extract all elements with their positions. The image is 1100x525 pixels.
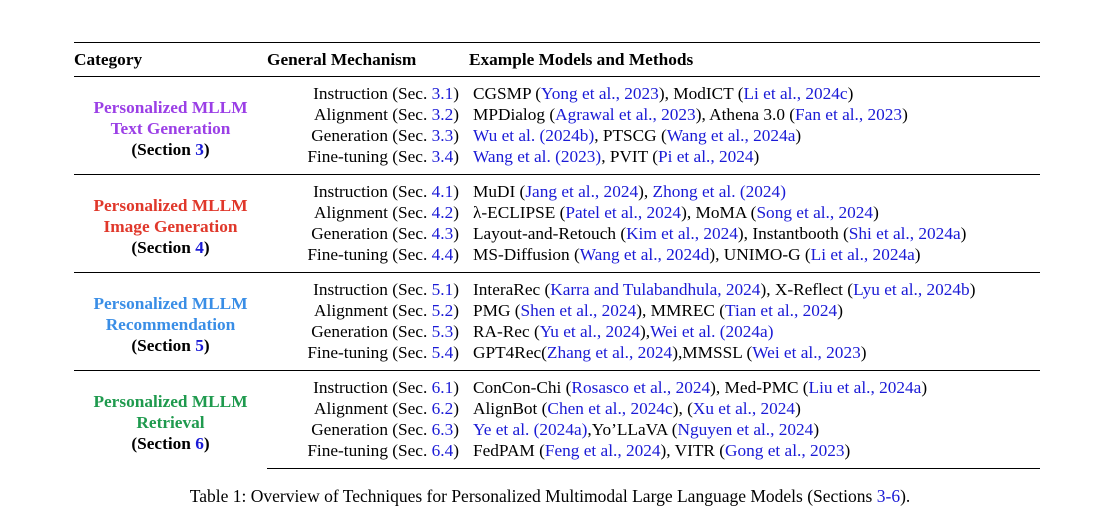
category-subtitle: Recommendation (105, 315, 236, 334)
caption-end: ). (900, 486, 911, 506)
citation-link[interactable]: Ye et al. (2024a) (473, 420, 588, 439)
mechanism-close: ) (453, 126, 459, 145)
subsection-link[interactable]: 3.2 (431, 105, 454, 124)
mechanism-cell (267, 419, 469, 440)
section-prefix: (Section (131, 238, 196, 257)
citation-link[interactable]: Karra and Tulabandhula, 2024 (550, 280, 761, 299)
subsection-link[interactable]: 5.1 (431, 280, 454, 299)
model-text: MuDI ( (473, 182, 526, 201)
category-title: Personalized MLLM (93, 196, 248, 215)
section-link[interactable]: 5 (195, 336, 204, 355)
model-text: ), Med-PMC ( (710, 378, 809, 397)
model-text: ), MMREC ( (636, 301, 726, 320)
citation-link[interactable]: Yong et al., 2023 (541, 84, 659, 103)
section-suffix: ) (203, 336, 210, 355)
citation-link[interactable]: Wu et al. (2024b) (473, 126, 595, 145)
subsection-link[interactable]: 3.3 (431, 126, 454, 145)
model-text: ) (837, 301, 843, 320)
category-section (74, 433, 267, 454)
mechanism-cell (267, 104, 469, 125)
table-row (74, 77, 1040, 105)
model-text: ), MoMA ( (681, 203, 757, 222)
category-cell (74, 77, 267, 175)
citation-link[interactable]: Wang et al. (2023) (473, 147, 602, 166)
mechanism-close: ) (453, 399, 459, 418)
model-text: AlignBot ( (473, 399, 548, 418)
citation-link[interactable]: Li et al., 2024c (743, 84, 848, 103)
mechanism-close: ) (453, 105, 459, 124)
subsection-link[interactable]: 6.1 (431, 378, 454, 397)
examples-cell (469, 398, 1040, 419)
mechanism-cell (267, 175, 469, 203)
subsection-link[interactable]: 5.3 (431, 322, 454, 341)
model-text: ) (873, 203, 879, 222)
category-cell (74, 273, 267, 371)
citation-link[interactable]: Liu et al., 2024a (808, 378, 922, 397)
mechanism-cell (267, 244, 469, 273)
citation-link[interactable]: Tian et al., 2024 (725, 301, 838, 320)
mechanism-cell (267, 300, 469, 321)
mechanism-close: ) (453, 322, 459, 341)
citation-link[interactable]: Chen et al., 2024c (547, 399, 673, 418)
model-text: ) (847, 84, 854, 103)
examples-cell (469, 223, 1040, 244)
mechanism-close: ) (453, 343, 459, 362)
mechanism-label: Generation (Sec. (311, 322, 432, 341)
subsection-link[interactable]: 4.4 (431, 245, 454, 264)
citation-link[interactable]: Jang et al., 2024 (525, 182, 639, 201)
model-text: ), (640, 322, 651, 341)
model-text: ),MMSSL ( (672, 343, 753, 362)
citation-link[interactable]: Fan et al., 2023 (795, 105, 903, 124)
mechanism-close: ) (453, 224, 459, 243)
examples-cell (469, 125, 1040, 146)
mechanism-label: Fine-tuning (Sec. (307, 441, 432, 460)
model-text: ) (960, 224, 967, 243)
model-text: ) (921, 378, 928, 397)
header-mechanism: General Mechanism (267, 43, 469, 77)
mechanism-close: ) (453, 420, 459, 439)
citation-link[interactable]: Pi et al., 2024 (658, 147, 754, 166)
mechanism-close: ) (453, 203, 459, 222)
subsection-link[interactable]: 6.2 (431, 399, 454, 418)
mechanism-close: ) (453, 441, 459, 460)
model-text: ), ModICT ( (658, 84, 744, 103)
model-text: ), X-Reflect ( (760, 280, 854, 299)
citation-link[interactable]: Kim et al., 2024 (626, 224, 738, 243)
model-text: ) (753, 147, 760, 166)
table-header-row (74, 43, 1040, 77)
citation-link[interactable]: Feng et al., 2024 (544, 441, 661, 460)
model-text: ConCon-Chi ( (473, 378, 572, 397)
examples-cell (469, 321, 1040, 342)
model-text: ) (844, 441, 851, 460)
mechanism-cell (267, 273, 469, 301)
citation-link[interactable]: Zhong et al. (2024) (652, 182, 786, 201)
subsection-link[interactable]: 4.3 (431, 224, 454, 243)
citation-link[interactable]: Wang et al., 2024d (579, 245, 710, 264)
category-title: Personalized MLLM (93, 98, 248, 117)
table-row (74, 371, 1040, 399)
citation-link[interactable]: Rosasco et al., 2024 (571, 378, 711, 397)
mechanism-label: Fine-tuning (Sec. (307, 147, 432, 166)
examples-cell (469, 202, 1040, 223)
category-group-image-generation (74, 175, 1040, 273)
mechanism-label: Instruction (Sec. (313, 378, 432, 397)
table-row (74, 273, 1040, 301)
category-section (74, 335, 267, 356)
citation-link[interactable]: Patel et al., 2024 (565, 203, 682, 222)
mechanism-close: ) (453, 182, 459, 201)
mechanism-close: ) (453, 147, 459, 166)
model-text: ), VITR ( (660, 441, 726, 460)
model-text: ) (969, 280, 976, 299)
mechanism-label: Instruction (Sec. (313, 182, 432, 201)
subsection-link[interactable]: 3.1 (431, 84, 454, 103)
mechanism-label: Alignment (Sec. (314, 399, 432, 418)
subsection-link[interactable]: 5.4 (431, 343, 454, 362)
citation-link[interactable]: Li et al., 2024a (810, 245, 915, 264)
examples-cell (469, 244, 1040, 273)
model-text: ) (813, 420, 820, 439)
section-prefix: (Section (131, 140, 196, 159)
mechanism-close: ) (453, 378, 459, 397)
model-text: ) (795, 399, 801, 418)
mechanism-label: Generation (Sec. (311, 126, 432, 145)
section-link[interactable]: 6 (195, 434, 204, 454)
section-link[interactable]: 3 (195, 140, 204, 159)
mechanism-label: Instruction (Sec. (313, 84, 432, 103)
citation-link[interactable]: Shen et al., 2024 (520, 301, 637, 320)
caption-ref-section-6[interactable]: 6 (891, 486, 901, 506)
model-text: MS-Diffusion ( (473, 245, 580, 264)
citation-link[interactable]: Agrawal et al., 2023 (555, 105, 696, 124)
category-title: Personalized MLLM (93, 294, 248, 313)
citation-link[interactable]: Nguyen et al., 2024 (677, 420, 814, 439)
model-text: ), Athena 3.0 ( (695, 105, 796, 124)
mechanism-cell (267, 77, 469, 105)
mechanism-cell (267, 125, 469, 146)
section-prefix: (Section (131, 434, 196, 454)
model-text: ) (795, 126, 802, 145)
citation-link[interactable]: Song et al., 2024 (756, 203, 874, 222)
mechanism-close: ) (453, 84, 459, 103)
table-caption (0, 485, 1100, 507)
citation-link[interactable]: Wang et al., 2024a (666, 126, 796, 145)
examples-cell (469, 300, 1040, 321)
examples-cell (469, 419, 1040, 440)
citation-link[interactable]: Zhang et al., 2024 (546, 343, 673, 362)
model-text: ,Yo’LLaVA ( (587, 420, 678, 439)
mechanism-cell (267, 223, 469, 244)
model-text: RA-Rec ( (473, 322, 540, 341)
model-text: CGSMP ( (473, 84, 542, 103)
model-text: FedPAM ( (473, 441, 545, 460)
mechanism-close: ) (453, 301, 459, 320)
category-subtitle: Text Generation (110, 119, 231, 138)
mechanism-label: Fine-tuning (Sec. (307, 245, 432, 264)
model-text: λ-ECLIPSE ( (473, 203, 566, 222)
category-cell (74, 371, 267, 469)
subsection-link[interactable]: 5.2 (431, 301, 454, 320)
model-text: ), ( (672, 399, 693, 418)
overview-table (74, 42, 1040, 469)
caption-dash: - (885, 486, 892, 506)
mechanism-close: ) (453, 245, 459, 264)
mechanism-cell (267, 342, 469, 371)
model-text: InteraRec ( (473, 280, 551, 299)
model-text: ) (902, 105, 908, 124)
subsection-link[interactable]: 3.4 (431, 147, 454, 166)
category-section (74, 237, 267, 258)
table-row (74, 175, 1040, 203)
category-cell (74, 175, 267, 273)
citation-link[interactable]: Xu et al., 2024 (692, 399, 796, 418)
category-section (74, 139, 267, 160)
mechanism-label: Generation (Sec. (311, 420, 432, 439)
category-group-retrieval (74, 371, 1040, 469)
examples-cell (469, 77, 1040, 105)
mechanism-close: ) (453, 280, 459, 299)
caption-ref-section-3[interactable]: 3 (876, 486, 886, 506)
mechanism-label: Alignment (Sec. (314, 203, 432, 222)
citation-link[interactable]: Lyu et al., 2024b (853, 280, 970, 299)
mechanism-cell (267, 398, 469, 419)
mechanism-cell (267, 371, 469, 399)
mechanism-label: Alignment (Sec. (314, 301, 432, 320)
section-suffix: ) (203, 434, 210, 454)
model-text: ) (914, 245, 921, 264)
mechanism-label: Fine-tuning (Sec. (307, 343, 432, 362)
examples-cell (469, 175, 1040, 203)
examples-cell (469, 104, 1040, 125)
category-subtitle: Retrieval (136, 413, 205, 433)
mechanism-label: Instruction (Sec. (313, 280, 432, 299)
header-examples: Example Models and Methods (469, 43, 1040, 77)
model-text: ) (860, 343, 867, 362)
category-group-recommendation (74, 273, 1040, 371)
model-text: MPDialog ( (473, 105, 556, 124)
examples-cell (469, 440, 1040, 469)
mechanism-label: Generation (Sec. (311, 224, 432, 243)
subsection-link[interactable]: 6.4 (431, 441, 454, 460)
model-text: , PTSCG ( (594, 126, 667, 145)
category-title: Personalized MLLM (93, 392, 248, 412)
examples-cell (469, 371, 1040, 399)
section-suffix: ) (203, 238, 210, 257)
category-group-text-generation (74, 77, 1040, 175)
model-text: ), UNIMO-G ( (709, 245, 811, 264)
citation-link[interactable]: Yu et al., 2024 (539, 322, 641, 341)
model-text: ), Instantbooth ( (737, 224, 849, 243)
citation-link[interactable]: Shi et al., 2024a (848, 224, 961, 243)
mechanism-cell (267, 202, 469, 223)
subsection-link[interactable]: 6.3 (431, 420, 454, 439)
citation-link[interactable]: Gong et al., 2023 (725, 441, 845, 460)
section-prefix: (Section (131, 336, 196, 355)
examples-cell (469, 146, 1040, 175)
mechanism-label: Alignment (Sec. (314, 105, 432, 124)
mechanism-cell (267, 146, 469, 175)
citation-link[interactable]: Wei et al., 2023 (752, 343, 861, 362)
caption-text: Table 1: Overview of Techniques for Personalized Multimodal Large Language Models (Sections (189, 486, 877, 506)
header-category: Category (74, 43, 267, 77)
examples-cell (469, 273, 1040, 301)
mechanism-cell (267, 440, 469, 469)
model-text: PMG ( (473, 301, 521, 320)
subsection-link[interactable]: 4.2 (431, 203, 454, 222)
model-text: GPT4Rec( (473, 343, 547, 362)
section-link[interactable]: 4 (195, 238, 204, 257)
model-text: Layout-and-Retouch ( (473, 224, 627, 243)
model-text: ), (638, 182, 653, 201)
citation-link[interactable]: Wei et al. (2024a) (650, 322, 774, 341)
examples-cell (469, 342, 1040, 371)
category-subtitle: Image Generation (103, 217, 238, 236)
section-suffix: ) (203, 140, 210, 159)
subsection-link[interactable]: 4.1 (431, 182, 454, 201)
model-text: , PVIT ( (601, 147, 658, 166)
mechanism-cell (267, 321, 469, 342)
